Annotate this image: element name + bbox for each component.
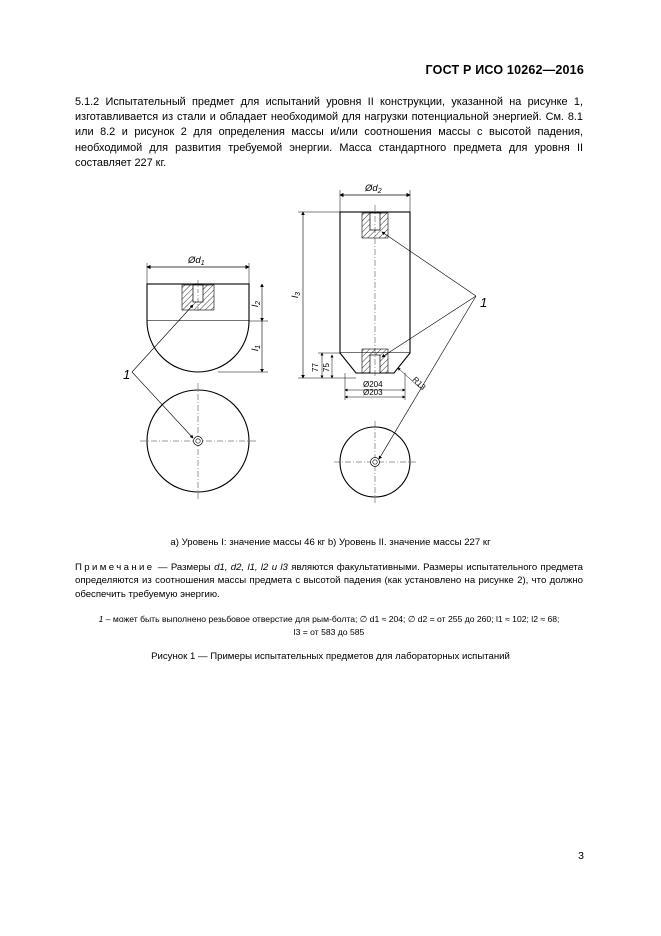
label-l2-text: l (250, 304, 261, 307)
label-l3 (290, 292, 302, 298)
level-one-object (132, 263, 268, 499)
dim-75: 75 (322, 363, 331, 372)
dim-d204: Ø204 (363, 380, 383, 389)
key-number: 1 (98, 614, 104, 624)
figure-caption: Рисунок 1 — Примеры испытательных предметов для лабораторных испытаний (151, 651, 510, 662)
label-d1-text: Ød (188, 255, 201, 266)
level-two-object (298, 190, 476, 503)
label-d2-text: Ød (365, 183, 378, 194)
figure-drawing (0, 160, 661, 520)
figure-note (75, 561, 583, 601)
callout-right: 1 (480, 295, 488, 310)
label-l1-text: l (250, 348, 261, 351)
label-d1-sub: 1 (200, 260, 205, 267)
figure-key (75, 613, 583, 638)
label-d2 (364, 183, 382, 195)
label-l1 (250, 345, 262, 351)
note-dash: — Размеры (154, 562, 215, 573)
note-rest: являются факультативными. Размеры испытательного предмета определяются из соотношения массы предмета с высотой падения (как установлено на рисунке 2), что должно обеспечить требуемую энергию. (75, 562, 584, 600)
label-d2-sub: 2 (377, 188, 382, 195)
dim-77: 77 (311, 363, 320, 372)
dim-d203: Ø203 (363, 388, 383, 397)
callout-left: 1 (123, 367, 131, 382)
label-l2 (250, 301, 262, 307)
label-l3-text: l (290, 295, 301, 298)
note-label: Примечание (75, 562, 155, 573)
subfigure-caption: а) Уровень I: значение массы 46 кг b) Уровень II. значение массы 227 кг (170, 537, 491, 548)
document-header: ГОСТ Р ИСО 10262—2016 (425, 63, 584, 77)
dim-r13: R13 (410, 375, 428, 392)
label-l1-sub: 1 (255, 344, 262, 349)
key-line-2: l3 = от 583 до 585 (293, 626, 365, 637)
body-paragraph: 5.1.2 Испытательный предмет для испытаний уровня II конструкции, указанной на рисунке 1, изготавливается из стали и обладает необходимой для нагрузки потенциальной энергией. См. 8.1 или 8.2 и рисунок 2 для определения массы и/или соотношения массы с высотой падения, необходимой для развития требуемой энергии. Масса стандартного предмета для уровня II составляет 227 кг. (75, 96, 583, 169)
label-d1 (187, 255, 205, 267)
label-l3-sub: 3 (295, 291, 302, 296)
page-number: 3 (578, 850, 584, 862)
label-l2-sub: 2 (255, 300, 262, 305)
note-vars: d1, d2, l1, l2 и l3 (214, 562, 288, 573)
key-line-1: – может быть выполнено резьбовое отверстие для рым-болта; ∅ d1 ≈ 204; ∅ d2 = от 255 до 260; l1 ≈ 102; l2 ≈ 68; (103, 614, 560, 624)
